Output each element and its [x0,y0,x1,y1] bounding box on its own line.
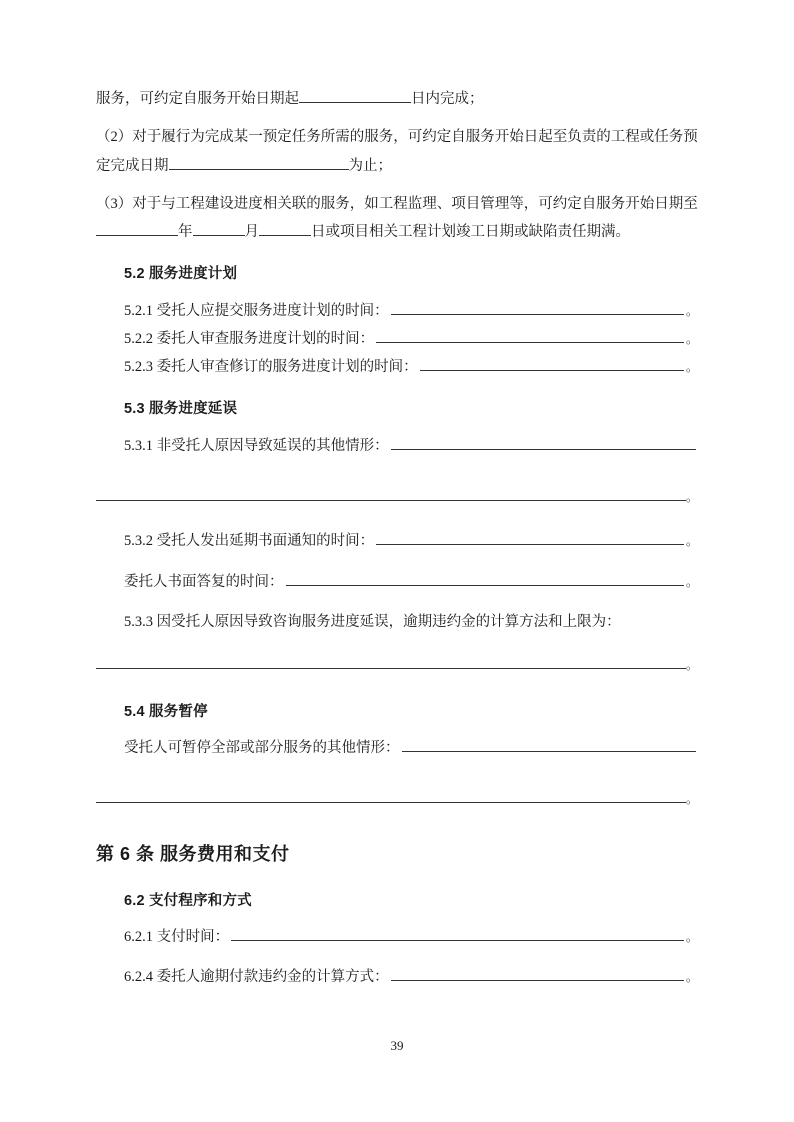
field-endmark: 。 [685,970,698,985]
field-endmark: 。 [685,360,698,375]
field-endmark: 。 [685,792,698,807]
field-endmark: 。 [685,658,698,673]
field-blank[interactable] [391,435,696,450]
field-row-client-reply-time [96,568,698,596]
field-label: 5.3.2 受托人发出延期书面通知的时间： [124,533,375,550]
field-blank[interactable] [420,356,684,371]
field-label: 6.2.1 支付时间： [124,928,230,945]
field-endmark: 。 [685,303,698,318]
paragraph-text-tail: 日内完成； [411,91,484,107]
field-blank[interactable] [286,571,684,586]
field-endmark: 。 [685,331,698,346]
field-label: 受托人可暂停全部或部分服务的其他情形： [124,739,400,756]
paragraph-text-lead: （3）对于与工程建设进度相关联的服务，如工程监理、项目管理等，可约定自服务开始日期至 [96,195,698,212]
fill-blank-day[interactable] [259,221,311,237]
field-endmark: 。 [685,929,698,944]
field-row-5-3-1 [96,432,698,460]
field-endmark: 。 [685,489,698,504]
field-endmark: 。 [685,534,698,549]
paragraph-text-month: 月 [244,224,259,241]
paragraph-text-lead: 服务，可约定自服务开始日期起 [96,91,299,107]
paragraph-item-3 [96,190,698,247]
fill-blank[interactable] [169,154,349,170]
field-row-5-4-1 [96,734,698,762]
field-blank[interactable] [376,531,684,546]
field-row-5-2-2 [96,325,698,353]
field-row-5-3-3 [96,608,698,636]
page-number: 39 [390,1038,404,1053]
paragraph-service-start [96,85,698,113]
field-blank[interactable] [231,926,684,941]
field-blank[interactable] [391,300,684,315]
paragraph-text-lead: （2）对于履行为完成某一预定任务所需的服务，可约定自服务开始日起至负责的工程或任务预定完成日期 [96,129,698,174]
field-label: 5.2.2 委托人审查服务进度计划的时间： [124,330,375,347]
field-row-6-2-1 [96,923,698,951]
field-label: 委托人书面答复的时间： [124,573,284,590]
paragraph-text-day: 日或项目相关工程计划竣工日期或缺陷责任期满。 [311,224,630,241]
paragraph-item-2 [96,123,698,180]
field-row-5-2-1 [96,297,698,325]
section-heading-5-3: 5.3 服务进度延误 [124,401,238,418]
field-blank[interactable] [391,966,684,981]
field-blank-continuation[interactable] [96,788,686,803]
fill-blank-month[interactable] [193,221,245,237]
article-heading-6: 第 6 条 服务费用和支付 [96,844,290,865]
field-endmark: 。 [685,574,698,589]
field-label: 5.3.1 非受托人原因导致延误的其他情形： [124,437,389,454]
field-label: 5.2.1 受托人应提交服务进度计划的时间： [124,302,389,319]
field-label: 5.2.3 委托人审查修订的服务进度计划的时间： [124,359,418,376]
field-row-5-3-2 [96,527,698,555]
paragraph-text-tail: 为止； [348,157,392,174]
field-blank[interactable] [402,737,697,752]
section-heading-5-2: 5.2 服务进度计划 [124,266,238,283]
fill-blank[interactable] [299,88,411,104]
section-heading-6-2: 6.2 支付程序和方式 [124,892,252,909]
fill-blank-year[interactable] [96,221,178,237]
field-row-6-2-4 [96,963,698,991]
field-row-5-4-1-continuation [96,788,698,811]
document-body [96,85,698,991]
field-row-5-3-3-continuation [96,654,698,677]
section-heading-5-4: 5.4 服务暂停 [124,703,208,720]
field-label: 6.2.4 委托人逾期付款违约金的计算方式： [124,969,389,986]
field-blank-continuation[interactable] [96,486,686,501]
field-row-5-2-3 [96,353,698,381]
field-label: 5.3.3 因受托人原因导致咨询服务进度延误，逾期违约金的计算方法和上限为： [124,613,621,630]
field-blank[interactable] [376,328,684,343]
field-blank-continuation[interactable] [96,654,686,669]
paragraph-text-year: 年 [178,224,193,241]
field-row-5-3-1-continuation [96,486,698,509]
